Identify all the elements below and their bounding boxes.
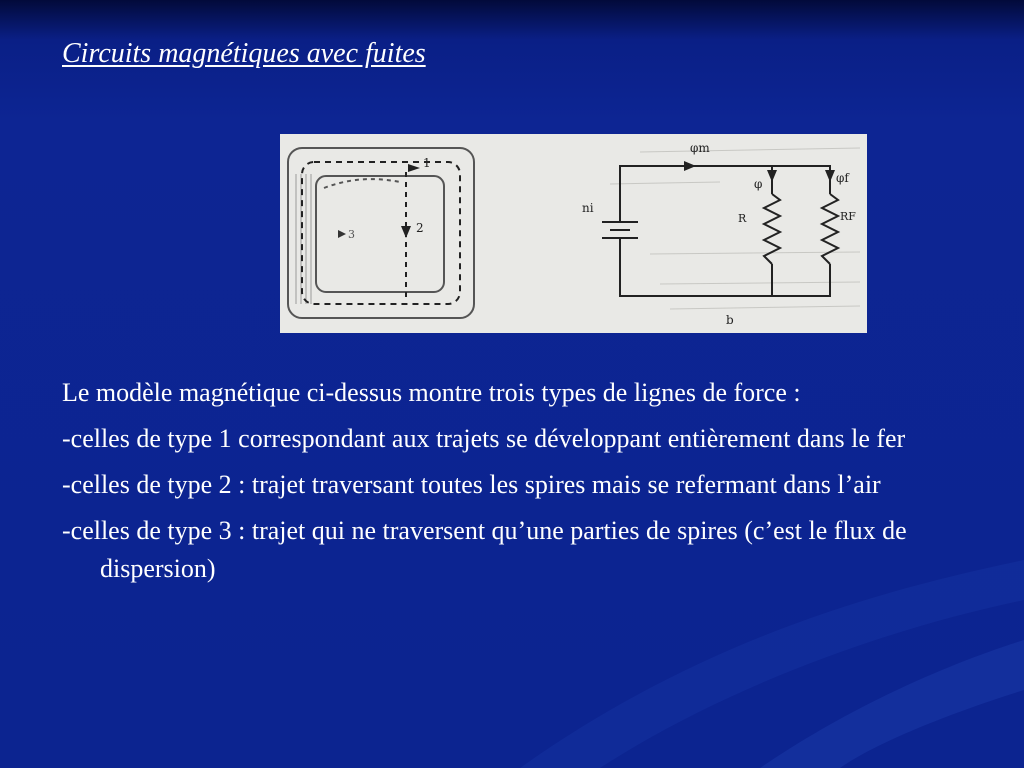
- label-path-3: 3: [348, 228, 355, 241]
- paragraph-type-3: -celles de type 3 : trajet qui ne traversent qu’une parties de spires (c’est le flux de dispersion): [62, 516, 907, 583]
- label-path-1: 1: [423, 156, 431, 170]
- paragraph-type-2: -celles de type 2 : trajet traversant toutes les spires mais se refermant dans l’air: [62, 470, 881, 499]
- slide-title: Circuits magnétiques avec fuites: [62, 38, 426, 69]
- paragraph-type-1: -celles de type 1 correspondant aux trajets se développant entièrement dans le fer: [62, 424, 906, 453]
- arrow-phi: [767, 170, 777, 182]
- resistor-RF: [822, 194, 838, 264]
- flux-path-1: [302, 162, 460, 304]
- arrow-phi-f: [825, 170, 835, 182]
- winding-hatching: [296, 174, 311, 304]
- slide-body: [62, 374, 962, 596]
- label-R: R: [738, 212, 747, 225]
- circuit-wires: [620, 166, 830, 296]
- label-phi: φ: [754, 177, 763, 191]
- label-RF: RF: [840, 210, 856, 223]
- arrow-1: [408, 164, 420, 172]
- resistor-R: [764, 194, 780, 264]
- label-path-2: 2: [416, 221, 424, 235]
- label-phi-f: φf: [836, 171, 849, 185]
- label-ni: ni: [582, 201, 594, 215]
- label-phi-m: φm: [690, 141, 710, 155]
- arrow-3: [338, 230, 346, 238]
- magnetic-core: [288, 148, 474, 318]
- scan-noise: [610, 148, 860, 309]
- figure-drawing: [280, 134, 867, 333]
- magnetic-circuit-figure: [280, 134, 867, 333]
- mmf-source: [602, 222, 638, 238]
- paragraph-intro: Le modèle magnétique ci-dessus montre trois types de lignes de force :: [62, 378, 801, 407]
- figure-caption: b: [726, 313, 734, 327]
- arrow-phi-m: [684, 161, 696, 171]
- flux-path-3: [324, 179, 400, 188]
- arrow-2: [401, 226, 411, 238]
